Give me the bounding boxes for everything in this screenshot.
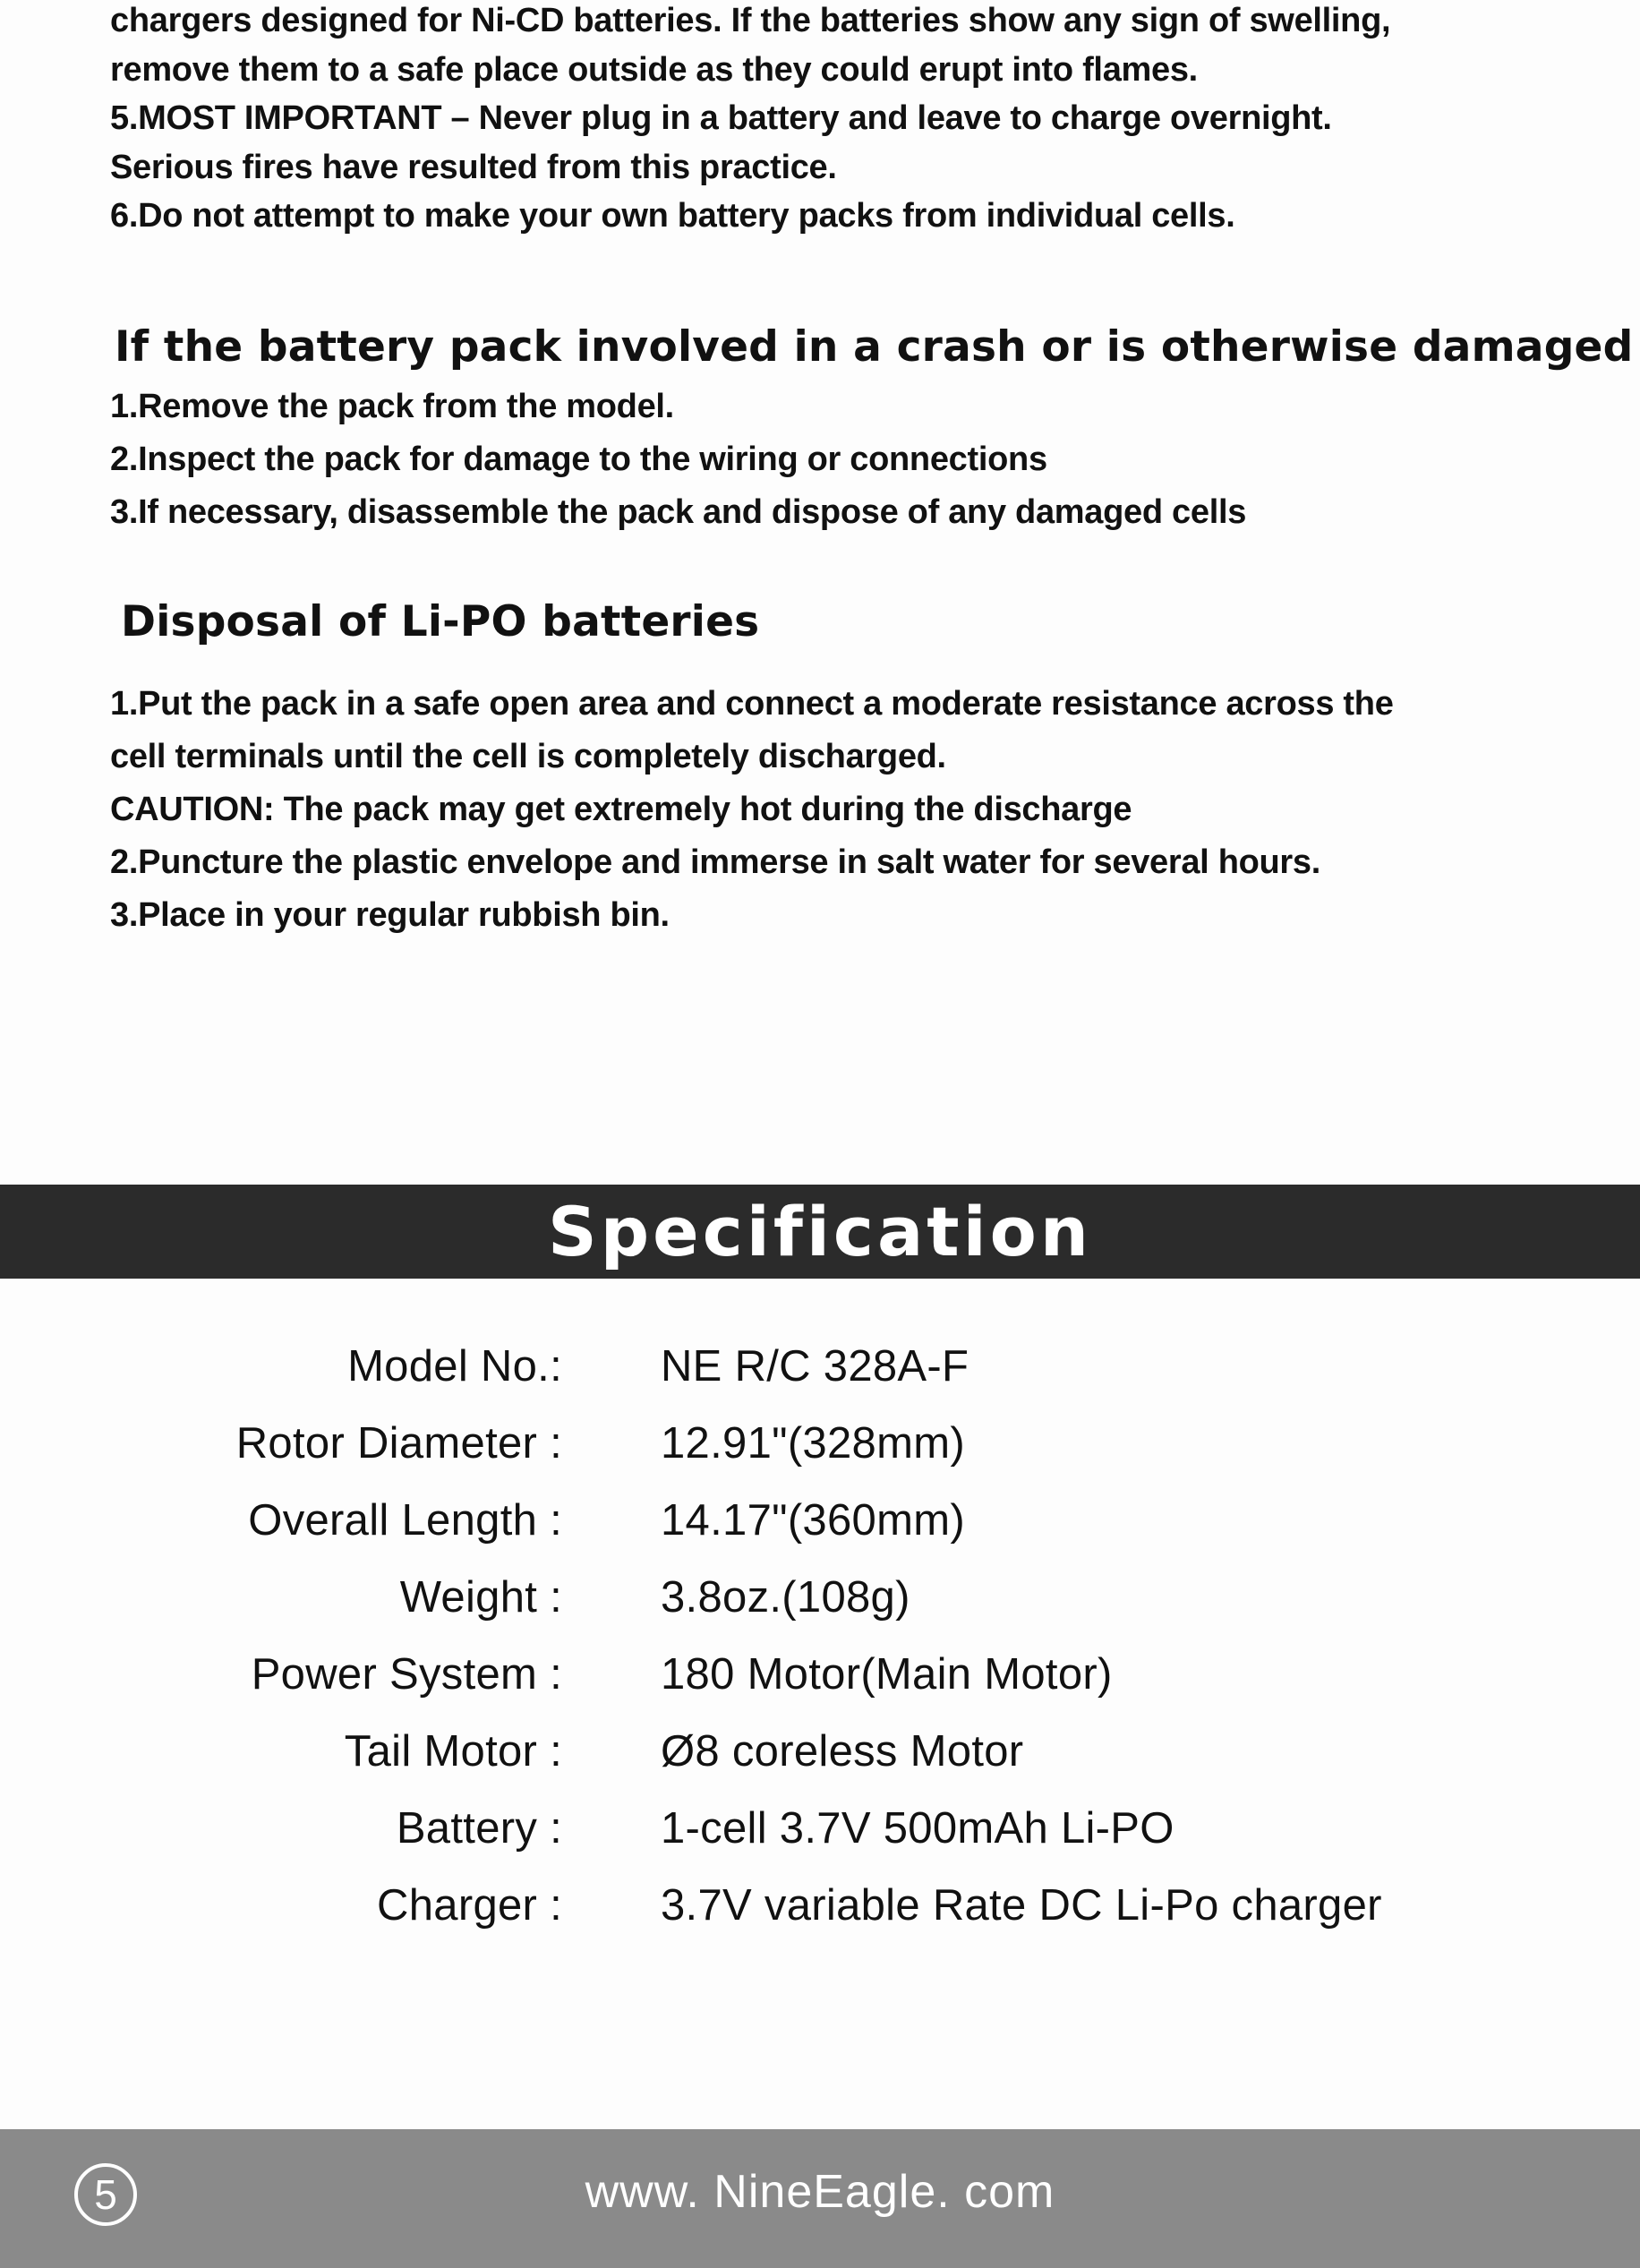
page-footer bbox=[0, 2129, 1640, 2268]
crash-item: 3.If necessary, disassemble the pack and dispose of any damaged cells bbox=[110, 493, 1247, 531]
spec-row-weight bbox=[0, 1572, 1640, 1649]
spec-value: Ø8 coreless Motor bbox=[661, 1727, 1024, 1776]
page-number-badge: 5 bbox=[74, 2163, 137, 2226]
website-url: www. NineEagle. com bbox=[585, 2166, 1055, 2218]
spec-row-overall-length bbox=[0, 1495, 1640, 1572]
spec-row-power-system bbox=[0, 1649, 1640, 1726]
disposal-item: CAUTION: The pack may get extremely hot during the discharge bbox=[110, 791, 1132, 828]
spec-row-charger bbox=[0, 1880, 1640, 1957]
disposal-heading: Disposal of Li-PO batteries bbox=[121, 597, 760, 646]
intro-text bbox=[110, 0, 1560, 241]
spec-row-tail-motor bbox=[0, 1726, 1640, 1803]
spec-value: NE R/C 328A-F bbox=[661, 1342, 969, 1391]
crash-item: 2.Inspect the pack for damage to the wiring or connections bbox=[110, 441, 1047, 478]
intro-line: chargers designed for Ni-CD batteries. If the batteries show any sign of swelling, bbox=[110, 2, 1391, 39]
crash-section bbox=[110, 322, 1634, 539]
crash-heading: If the battery pack involved in a crash or is otherwise damaged bbox=[115, 322, 1634, 372]
spec-label: Weight : bbox=[399, 1573, 562, 1622]
spec-label: Power System : bbox=[251, 1650, 562, 1699]
intro-line: Serious fires have resulted from this practice. bbox=[110, 148, 837, 186]
specification-banner bbox=[0, 1185, 1640, 1279]
intro-line: 5.MOST IMPORTANT – Never plug in a battery and leave to charge overnight. bbox=[110, 99, 1332, 137]
spec-value: 3.8oz.(108g) bbox=[661, 1573, 910, 1622]
disposal-section bbox=[110, 597, 1578, 942]
spec-value: 3.7V variable Rate DC Li-Po charger bbox=[661, 1881, 1382, 1930]
spec-label: Overall Length : bbox=[248, 1496, 562, 1545]
spec-label: Model No.: bbox=[347, 1342, 562, 1391]
spec-row-battery bbox=[0, 1803, 1640, 1880]
spec-label: Rotor Diameter : bbox=[235, 1419, 562, 1468]
specification-table bbox=[0, 1341, 1640, 1957]
spec-value: 12.91"(328mm) bbox=[661, 1419, 965, 1468]
disposal-item: 3.Place in your regular rubbish bin. bbox=[110, 896, 670, 934]
spec-value: 180 Motor(Main Motor) bbox=[661, 1650, 1113, 1699]
spec-row-model bbox=[0, 1341, 1640, 1418]
crash-item: 1.Remove the pack from the model. bbox=[110, 388, 674, 425]
specification-title: Specification bbox=[548, 1192, 1092, 1271]
intro-line: 6.Do not attempt to make your own battery packs from individual cells. bbox=[110, 197, 1235, 235]
spec-label: Charger : bbox=[377, 1881, 562, 1930]
spec-label: Tail Motor : bbox=[344, 1727, 562, 1776]
spec-label: Battery : bbox=[396, 1804, 562, 1853]
disposal-item: 2.Puncture the plastic envelope and immerse in salt water for several hours. bbox=[110, 843, 1321, 881]
disposal-item: 1.Put the pack in a safe open area and connect a moderate resistance across the bbox=[110, 685, 1394, 723]
spec-row-rotor-diameter bbox=[0, 1418, 1640, 1495]
disposal-item: cell terminals until the cell is completely discharged. bbox=[110, 738, 946, 775]
spec-value: 1-cell 3.7V 500mAh Li-PO bbox=[661, 1804, 1174, 1853]
intro-line: remove them to a safe place outside as they could erupt into flames. bbox=[110, 50, 1198, 89]
spec-value: 14.17"(360mm) bbox=[661, 1496, 965, 1545]
